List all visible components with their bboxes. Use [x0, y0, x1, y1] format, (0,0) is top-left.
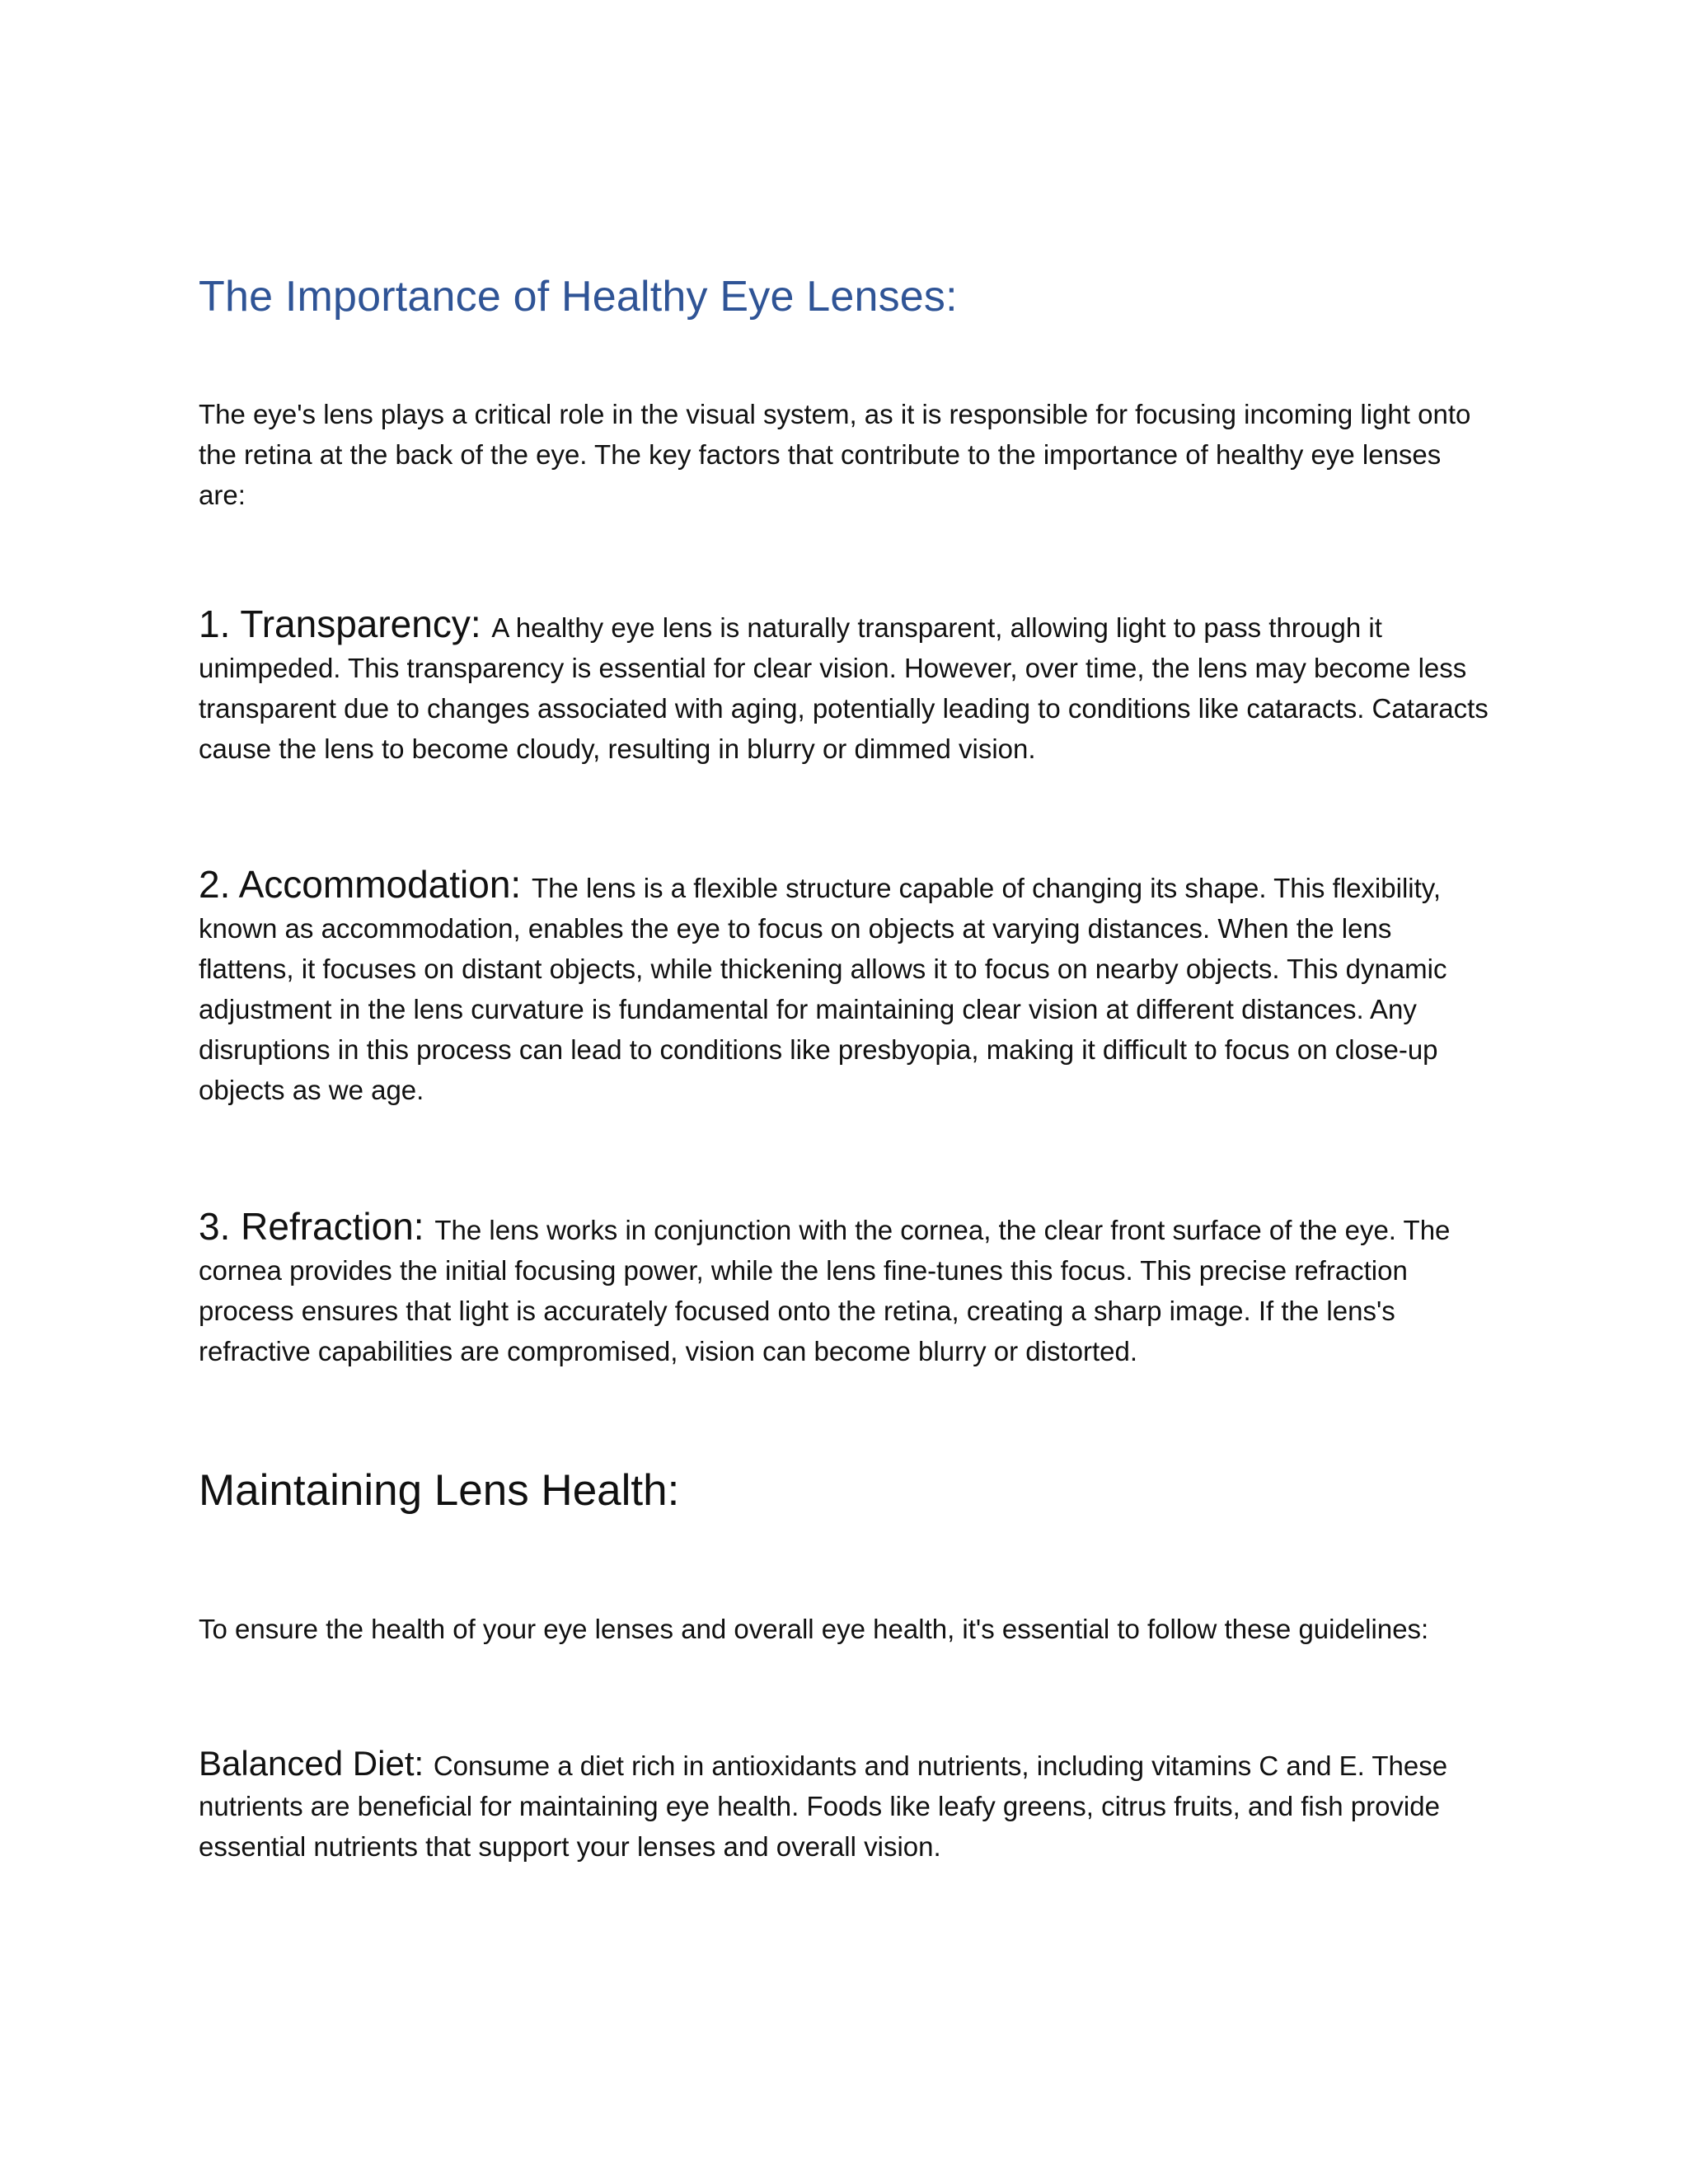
- section-body-accommodation: The lens is a flexible structure capable of changing its shape. This flexibility, known as accommodation, enables the eye to focus on objects at varying distances. When the lens flattens, it focuses on distant objects, while thickening allows it to focus on nearby objects. This dynamic adjustment in the lens curvature is fundamental for maintaining clear vision at different distances. Any disruptions in this process can lead to conditions like presbyopia, making it difficult to focus on close-up objects as we age.: [199, 873, 1447, 1105]
- section-heading-transparency: 1. Transparency:: [199, 602, 492, 645]
- section-accommodation: [199, 865, 1493, 1110]
- section-heading-refraction: 3. Refraction:: [199, 1205, 435, 1248]
- guideline-body-balanced-diet: Consume a diet rich in antioxidants and nutrients, including vitamins C and E. These nutrients are beneficial for maintaining eye health. Foods like leafy greens, citrus fruits, and fish provide essential nutrients that support your lenses and overall vision.: [199, 1750, 1448, 1862]
- maintaining-heading: Maintaining Lens Health:: [199, 1466, 680, 1515]
- intro-paragraph: The eye's lens plays a critical role in the visual system, as it is responsible for focusing incoming light onto the retina at the back of the eye. The key factors that contribute to the importance of healthy eye lenses are:: [199, 399, 1471, 510]
- guideline-heading-balanced-diet: Balanced Diet:: [199, 1744, 434, 1783]
- section-refraction: [199, 1207, 1493, 1371]
- section-body-refraction: The lens works in conjunction with the cornea, the clear front surface of the eye. The cornea provides the initial focusing power, while the lens fine-tunes this focus. This precise refraction process ensures that light is accurately focused onto the retina, creating a sharp image. If the lens's refractive capabilities are compromised, vision can become blurry or distorted.: [199, 1215, 1451, 1366]
- section-body-transparency: A healthy eye lens is naturally transparent, allowing light to pass through it unimpeded. This transparency is essential for clear vision. However, over time, the lens may become less transparent due to changes associated with aging, potentially leading to conditions like cataracts. Cataracts cause the lens to become cloudy, resulting in blurry or dimmed vision.: [199, 612, 1489, 764]
- section-heading-accommodation: 2. Accommodation:: [199, 863, 532, 906]
- guideline-balanced-diet: [199, 1743, 1493, 1867]
- maintaining-intro: To ensure the health of your eye lenses and overall eye health, it's essential to follow these guidelines:: [199, 1614, 1429, 1644]
- page-title: The Importance of Healthy Eye Lenses:: [199, 273, 958, 321]
- section-transparency: [199, 604, 1493, 769]
